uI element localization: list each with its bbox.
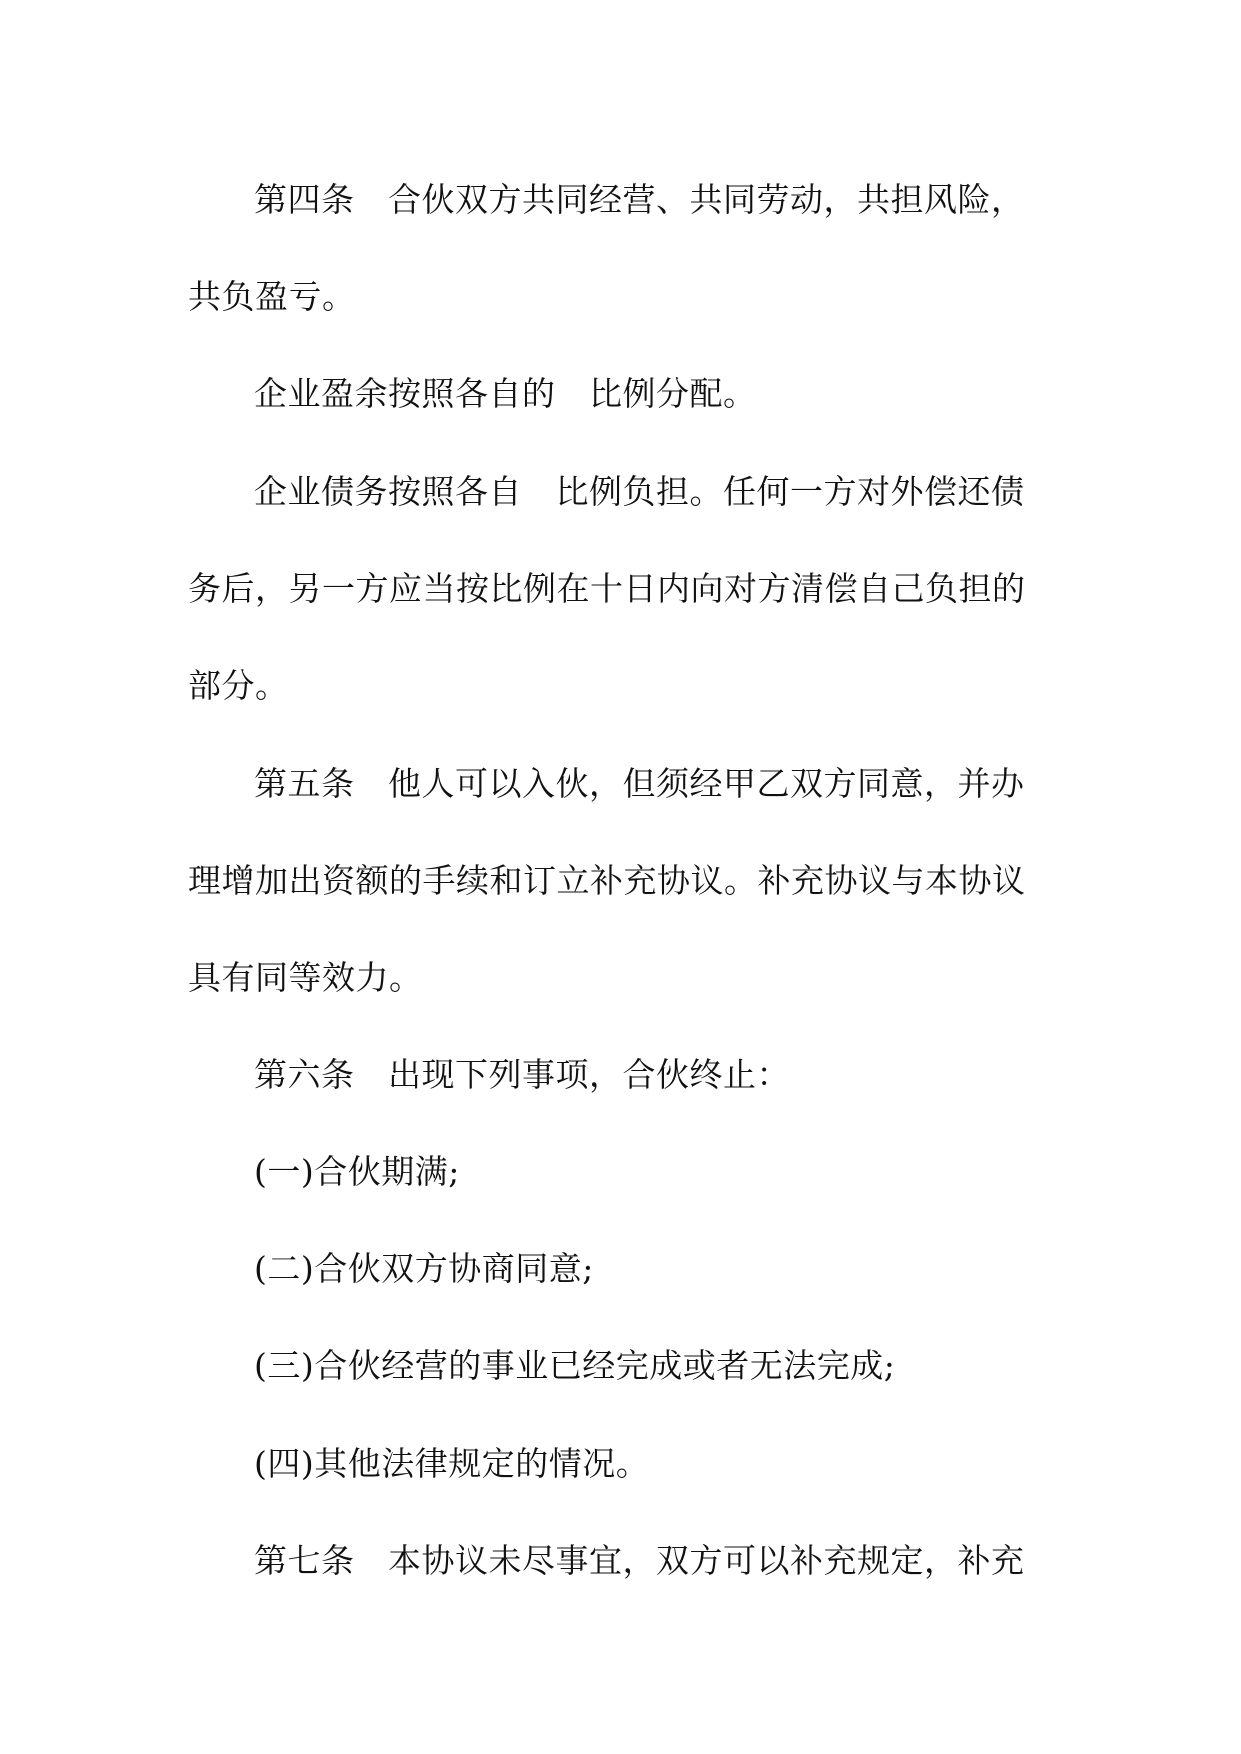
termination-item-4: (四)其他法律规定的情况。 [254,1444,650,1483]
debt-line-3: 部分。 [188,666,289,705]
article-4-line-2: 共负盈亏。 [188,277,356,316]
article-4-line-1: 第四条 合伙双方共同经营、共同劳动，共担风险， [254,180,1025,219]
debt-line-2: 务后，另一方应当按比例在十日内向对方清偿自己负担的 [188,569,1026,608]
article-5-line-2: 理增加出资额的手续和订立补充协议。补充协议与本协议 [188,861,1026,900]
article-7-line-1: 第七条 本协议未尽事宜，双方可以补充规定，补充 [254,1541,1025,1580]
article-5-line-3: 具有同等效力。 [188,958,423,997]
termination-item-3: (三)合伙经营的事业已经完成或者无法完成; [254,1346,896,1385]
termination-item-2: (二)合伙双方协商同意; [254,1249,594,1288]
debt-line-1: 企业债务按照各自 比例负担。任何一方对外偿还债 [254,472,1025,511]
article-6-heading: 第六条 出现下列事项，合伙终止： [254,1055,790,1094]
profit-distribution-line: 企业盈余按照各自的 比例分配。 [254,374,757,413]
termination-item-1: (一)合伙期满; [254,1152,460,1191]
article-5-line-1: 第五条 他人可以入伙，但须经甲乙双方同意，并办 [254,764,1025,803]
